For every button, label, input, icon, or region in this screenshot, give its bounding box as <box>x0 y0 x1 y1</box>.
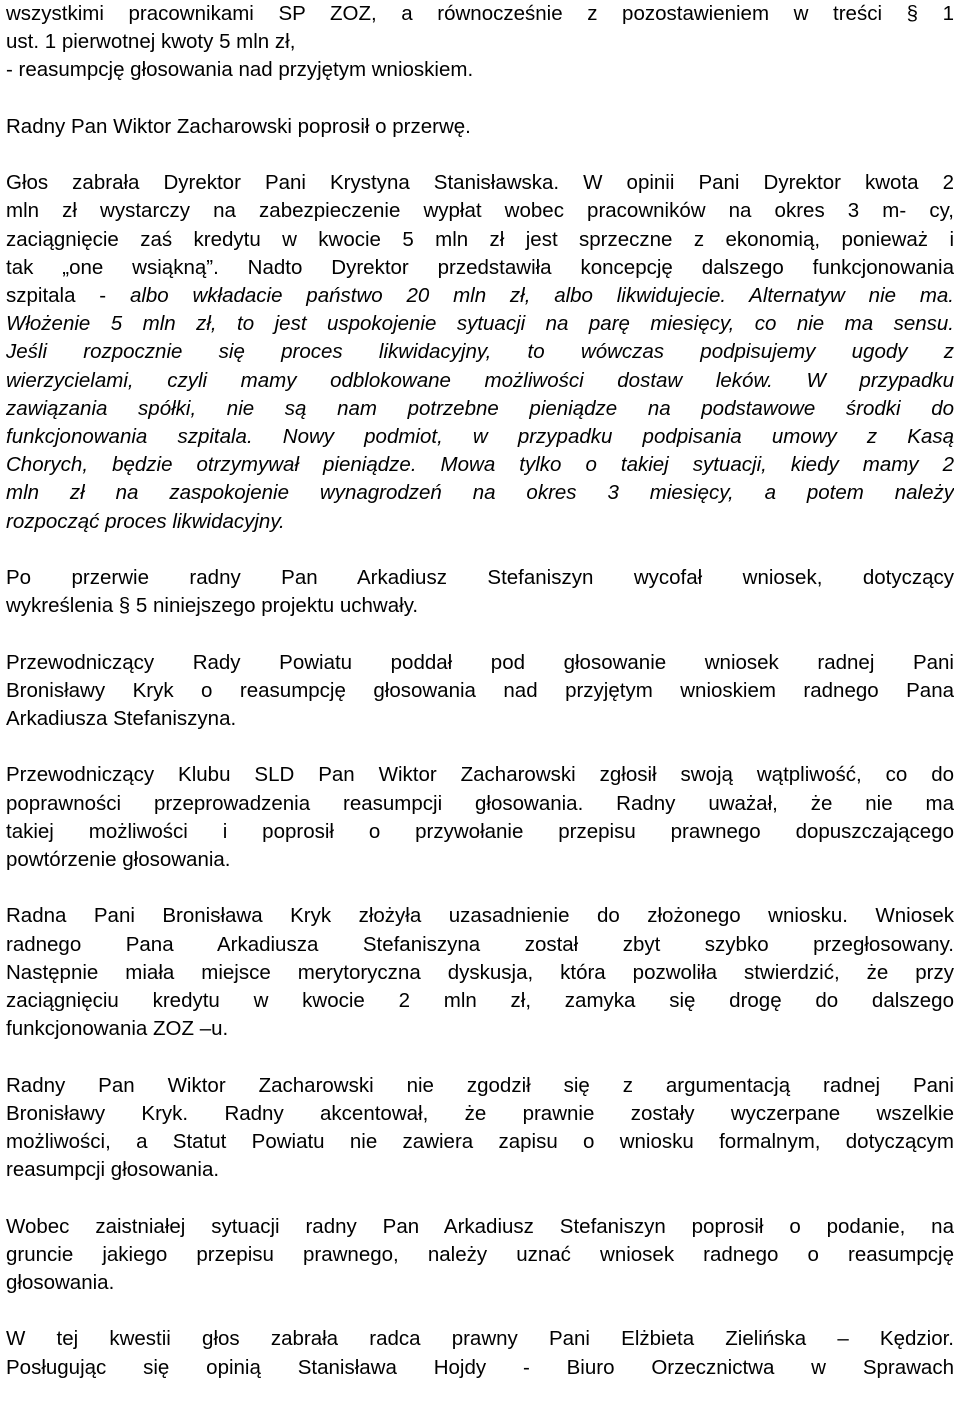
text-line: mln zł na zaspokojenie wynagrodzeń na okres 3 miesięcy, a potem należy <box>6 481 954 505</box>
text-line: Po przerwie radny Pan Arkadiusz Stefaniszyn wycofał wniosek, dotyczący <box>6 566 954 590</box>
paragraph-legal-counsel <box>6 1325 954 1381</box>
paragraph-stefaniszyn-request <box>6 1213 954 1298</box>
text-line: zaciągnięciu kredytu w kwocie 2 mln zł, zamyka się drogę do dalszego <box>6 989 954 1013</box>
text-line: Radna Pani Bronisława Kryk złożyła uzasadnienie do złożonego wniosku. Wniosek <box>6 904 954 928</box>
text-line: powtórzenie głosowania. <box>6 848 231 872</box>
text-line: takiej możliwości i poprosił o przywołanie przepisu prawnego dopuszczającego <box>6 819 954 843</box>
italic-quote: albo wkładacie państwo 20 mln zł, albo likwidujecie. Alternatyw nie ma. <box>129 284 954 307</box>
text-line: Jeśli rozpocznie się proces likwidacyjny, to wówczas podpisujemy ugody z <box>6 340 954 364</box>
text-line: mln zł wystarczy na zabezpieczenie wypłat wobec pracowników na okres 3 m- cy, <box>6 199 954 223</box>
paragraph-motion-withdrawn <box>6 564 954 620</box>
text-line: wykreślenia § 5 niniejszego projektu uchwały. <box>6 594 419 618</box>
text-line: funkcjonowania ZOZ –u. <box>6 1017 229 1041</box>
text-line: Przewodniczący Rady Powiatu poddał pod głosowanie wniosek radnej Pani <box>6 650 954 674</box>
text-line: zaciągnięcie zaś kredytu w kwocie 5 mln zł jest sprzeczne z ekonomią, ponieważ i <box>6 227 954 251</box>
paragraph-break-request <box>6 113 954 141</box>
document-page <box>6 0 954 1382</box>
text-line: gruncie jakiego przepisu prawnego, należy uznać wniosek radnego o reasumpcję <box>6 1242 954 1266</box>
paragraph-director-opinion <box>6 169 954 536</box>
text-line: Chorych, będzie otrzymywał pieniądze. Mowa tylko o takiej sytuacji, kiedy mamy 2 <box>6 453 954 477</box>
text-line: poprawności przeprowadzenia reasumpcji głosowania. Radny uważał, że nie ma <box>6 791 954 815</box>
paragraph-kryk-justification <box>6 902 954 1043</box>
text-line: W tej kwestii głos zabrała radca prawny Pani Elżbieta Zielińska – Kędzior. <box>6 1327 954 1351</box>
text-line: Bronisławy Kryk. Radny akcentował, że prawnie zostały wyczerpane wszelkie <box>6 1101 954 1125</box>
text-line: wszystkimi pracownikami SP ZOZ, a równocześnie z pozostawieniem w treści § 1 <box>6 2 954 25</box>
text-line: Radny Pan Wiktor Zacharowski nie zgodził się z argumentacją radnej Pani <box>6 1073 954 1097</box>
text-line: Radny Pan Wiktor Zacharowski poprosił o przerwę. <box>6 114 471 138</box>
text-line <box>6 282 954 310</box>
text-line: - reasumpcję głosowania nad przyjętym wnioskiem. <box>6 58 474 82</box>
text-line: ust. 1 pierwotnej kwoty 5 mln zł, <box>6 30 296 54</box>
paragraph-sld-doubt <box>6 761 954 874</box>
text-line: możliwości, a Statut Powiatu nie zawiera zapisu o wniosku formalnym, dotyczącym <box>6 1130 954 1154</box>
text-line: Posługując się opinią Stanisława Hojdy - Biuro Orzecznictwa w Sprawach <box>6 1355 954 1379</box>
text-line: Arkadiusza Stefaniszyna. <box>6 707 237 731</box>
text-line: Głos zabrała Dyrektor Pani Krystyna Stanisławska. W opinii Pani Dyrektor kwota 2 <box>6 171 954 195</box>
text-line: głosowania. <box>6 1271 115 1295</box>
paragraph-continuation <box>6 0 954 85</box>
text-segment: szpitala - <box>6 284 130 307</box>
paragraph-zacharowski-disagreement <box>6 1072 954 1185</box>
text-line: wierzycielami, czyli mamy odblokowane możliwości dostaw leków. W przypadku <box>6 368 954 392</box>
text-line: Przewodniczący Klubu SLD Pan Wiktor Zacharowski zgłosił swoją wątpliwość, co do <box>6 763 954 787</box>
text-line: Wobec zaistniałej sytuacji radny Pan Arkadiusz Stefaniszyn poprosił o podanie, na <box>6 1214 954 1238</box>
text-line: rozpocząć proces likwidacyjny. <box>6 509 285 533</box>
text-line: funkcjonowania szpitala. Nowy podmiot, w przypadku podpisania umowy z Kasą <box>6 425 954 449</box>
text-line: radnego Pana Arkadiusza Stefaniszyna został zbyt szybko przegłosowany. <box>6 932 954 956</box>
text-line: reasumpcji głosowania. <box>6 1158 220 1182</box>
text-line: Włożenie 5 mln zł, to jest uspokojenie sytuacji na parę miesięcy, co nie ma sensu. <box>6 312 954 336</box>
text-line: tak „one wsiąkną”. Nadto Dyrektor przedstawiła koncepcję dalszego funkcjonowania <box>6 255 954 279</box>
text-line: zawiązania spółki, nie są nam potrzebne pieniądze na podstawowe środki do <box>6 396 954 420</box>
text-line: Następnie miała miejsce merytoryczna dyskusja, która pozwoliła stwierdzić, że przy <box>6 960 954 984</box>
text-line: Bronisławy Kryk o reasumpcję głosowania nad przyjętym wnioskiem radnego Pana <box>6 678 954 702</box>
paragraph-vote-motion <box>6 649 954 734</box>
